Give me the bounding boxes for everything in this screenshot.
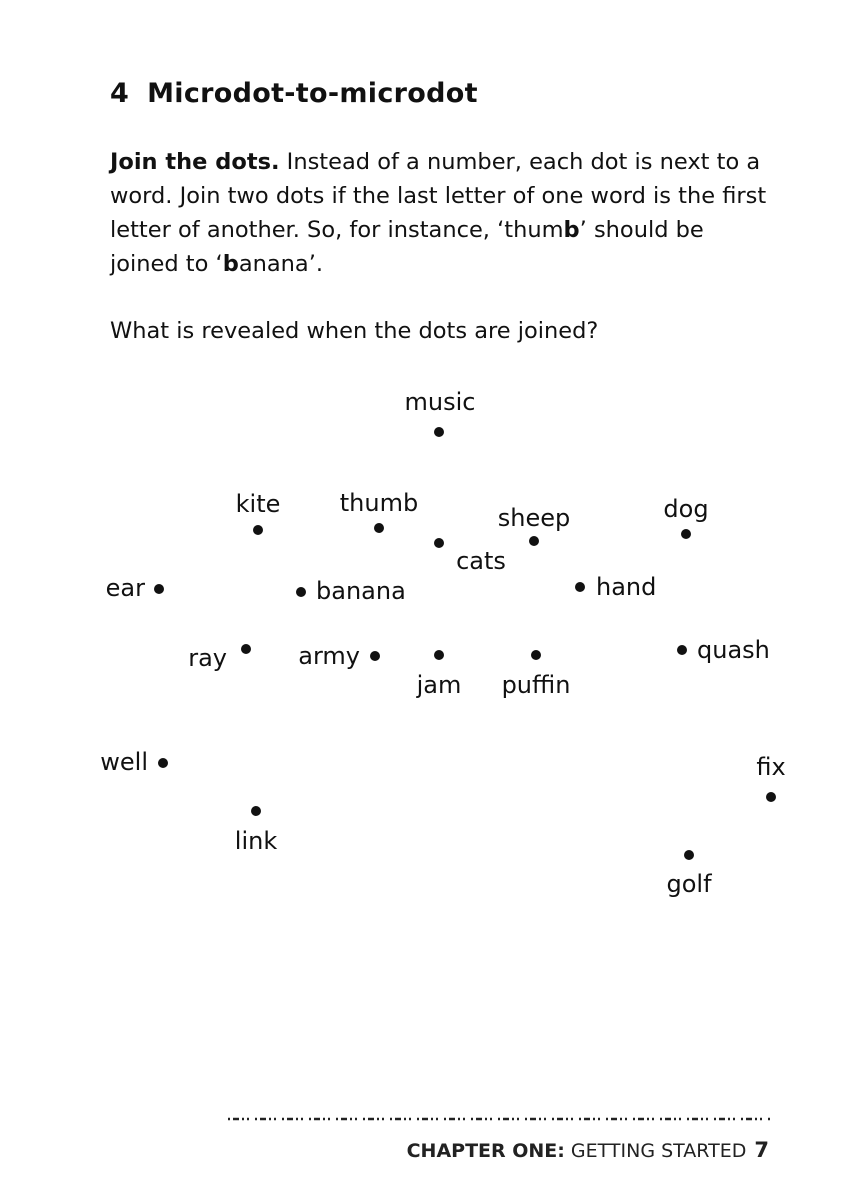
dot-banana[interactable] (296, 587, 306, 597)
page-footer (407, 1138, 769, 1162)
dot-dog[interactable] (681, 529, 691, 539)
dot-jam[interactable] (434, 650, 444, 660)
word-jam: jam (416, 671, 462, 699)
word-banana: banana (316, 577, 406, 605)
dot-fix[interactable] (766, 792, 776, 802)
puzzle-number: 4 (110, 78, 130, 109)
instructions-text-1: Instead of a number, each dot is next to a word. Join two dots if the last letter of one word is the first letter of another. So, for instance, ‘thum (110, 149, 767, 243)
question-text: What is revealed when the dots are joined? (110, 318, 599, 344)
instructions-bold-1: b (563, 217, 580, 243)
dot-hand[interactable] (575, 582, 585, 592)
page-number: 7 (754, 1138, 769, 1162)
word-fix: fix (756, 753, 786, 781)
puzzle-heading (110, 78, 478, 109)
word-well: well (100, 748, 148, 776)
word-quash: quash (697, 636, 770, 664)
dot-sheep[interactable] (529, 536, 539, 546)
footer-chapter: CHAPTER ONE: (406, 1140, 565, 1162)
dot-army[interactable] (370, 651, 380, 661)
dot-thumb[interactable] (374, 523, 384, 533)
word-army: army (298, 642, 360, 670)
word-ray: ray (188, 644, 227, 672)
dot-kite[interactable] (253, 525, 263, 535)
instructions-text-2: ’ should be joined to ‘ (110, 217, 704, 277)
dot-music[interactable] (434, 427, 444, 437)
dot-golf[interactable] (684, 850, 694, 860)
word-sheep: sheep (497, 504, 571, 532)
dot-link[interactable] (251, 806, 261, 816)
word-cats: cats (456, 547, 506, 575)
dot-ray[interactable] (241, 644, 251, 654)
dot-quash[interactable] (677, 645, 687, 655)
word-thumb: thumb (339, 489, 419, 517)
instructions-text-3: anana’. (238, 251, 324, 277)
word-music: music (404, 388, 476, 416)
dot-ear[interactable] (154, 584, 164, 594)
footer-section: GETTING STARTED (564, 1140, 747, 1162)
instructions-bold-2: b (222, 251, 239, 277)
dot-well[interactable] (158, 758, 168, 768)
word-puffin: puffin (501, 671, 571, 699)
word-golf: golf (666, 870, 712, 898)
puzzle-title: Microdot-to-microdot (147, 78, 478, 109)
word-link: link (234, 827, 278, 855)
instructions-paragraph (110, 145, 770, 281)
footer-dotted-rule (228, 1116, 772, 1122)
word-hand: hand (596, 573, 657, 601)
dot-puffin[interactable] (531, 650, 541, 660)
instructions-lead: Join the dots. (110, 149, 280, 175)
word-ear: ear (105, 574, 145, 602)
word-dog: dog (663, 495, 709, 523)
word-kite: kite (235, 490, 281, 518)
dot-cats[interactable] (434, 538, 444, 548)
